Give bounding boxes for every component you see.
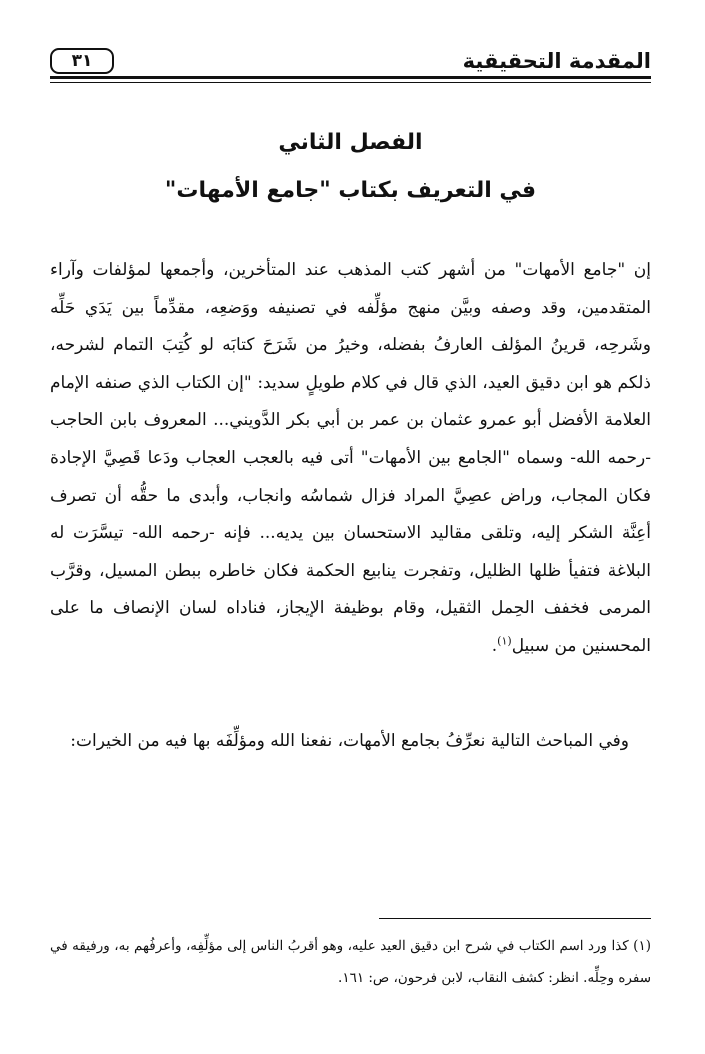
body-paragraph bbox=[50, 252, 651, 666]
page-number: ٣١ bbox=[50, 48, 114, 74]
footnote-rule bbox=[379, 918, 651, 919]
chapter-title: الفصل الثاني bbox=[278, 130, 423, 155]
header-rule bbox=[50, 76, 651, 79]
page-header bbox=[50, 34, 651, 78]
footnote-marker: (١) bbox=[497, 634, 512, 648]
chapter-heading bbox=[50, 128, 651, 206]
footnote: (١) كذا ورد اسم الكتاب في شرح ابن دقيق العيد عليه، وهو أقربُ الناس إلى مؤلِّفِه، وأعرفُهم به، ورفيقه في سفره وحِلِّه. انظر: كشف النقاب، لابن فرحون، ص: ١٦١. bbox=[50, 938, 651, 986]
body-paragraph-text: إن "جامع الأمهات" من أشهر كتب المذهب عند المتأخرين، وأجمعها لمؤلفات وآراء المتقدمين، وقد وصفه وبيَّن منهج مؤلِّفه في تصنيفه ووَضعِه، مقدِّماً بين يَدَي حَلِّه وشَرحِه، قرينُ المؤلف العارفُ بفضله، وخيرُ من شَرَحَ كتابَه لو كُتِبَ التمام لشرحه، ذلكم هو ابن دقيق العيد، الذي قال في كلام طويلٍ سديد: "إن الكتاب الذي صنفه الإمام العلامة الأفضل أبو عمرو عثمان بن عمر بن أبي بكر الدَّويني... المعروف بابن الحاجب -رحمه الله- وسماه "الجامع بين الأمهات" أتى فيه بالعجب العجاب ودَعا قَصِيَّ الإجادة فكان المجاب، وراض عصِيَّ المراد فزال شماسُه وانجاب، وأبدى ما حقُّه أن تصرف أعِنَّة الشكر إليه، وتلقى مقاليد الاستحسان بين يديه... فإنه -رحمه الله- تيسَّرَت له البلاغة فتفيأ ظلها الظليل، وتفجرت ينابيع الحكمة فكان خاطره ببطن المسيل، وقرَّب المرمى فخفف الحِمل الثقيل، وقام بوظيفة الإيجاز، فناداه لسان الإنصاف ما على المحسنين من سبيل bbox=[50, 260, 651, 656]
running-header-title: المقدمة التحقيقية bbox=[462, 49, 651, 73]
header-rule-thin bbox=[50, 82, 651, 83]
chapter-subtitle: في التعريف بكتاب "جامع الأمهات" bbox=[164, 178, 537, 203]
closing-paragraph: وفي المباحث التالية نعرِّفُ بجامع الأمهات، نفعنا الله ومؤلِّفَه بها فيه من الخيرات: bbox=[70, 731, 629, 751]
body-paragraph-end: . bbox=[491, 635, 498, 656]
